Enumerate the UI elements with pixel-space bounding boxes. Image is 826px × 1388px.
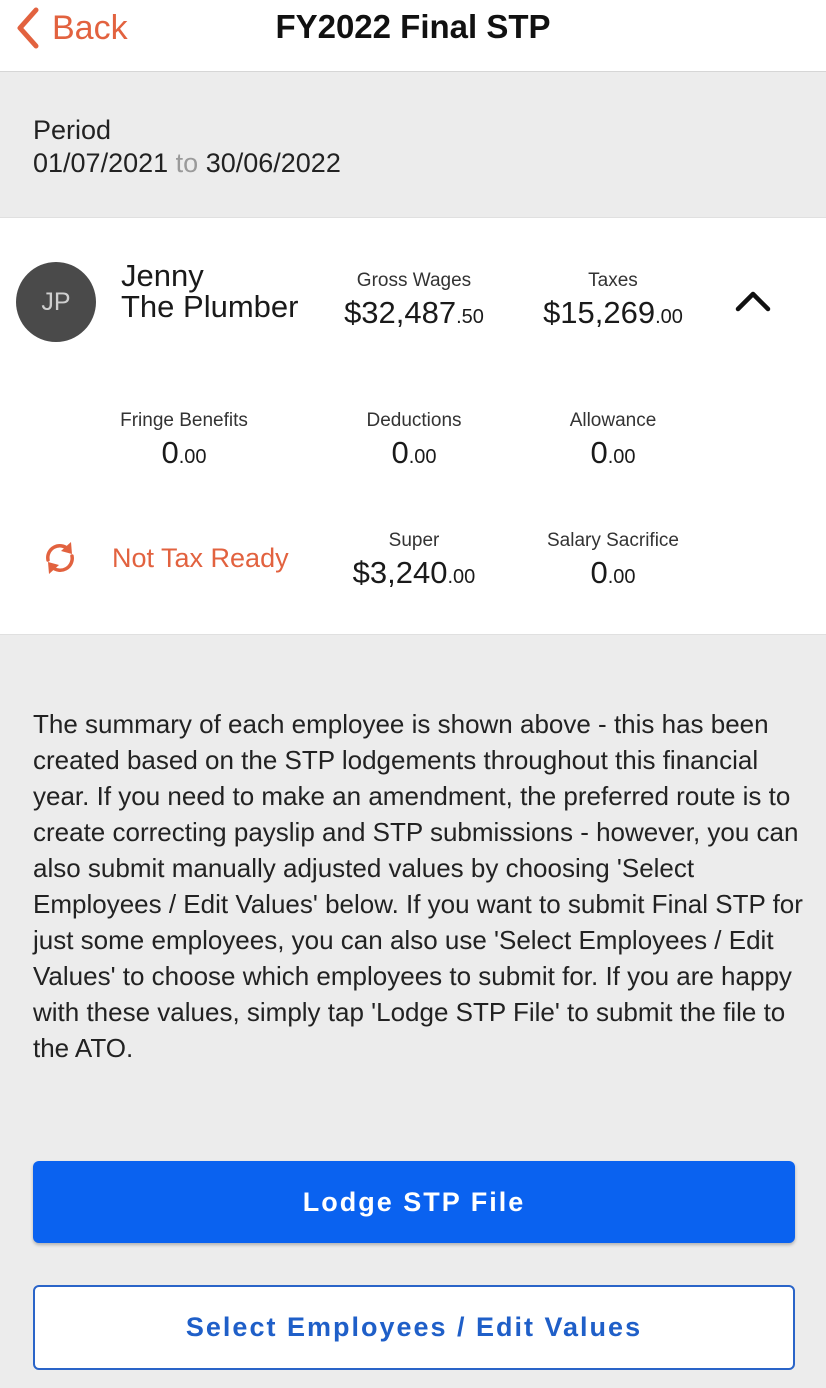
navigation-bar <box>0 0 826 72</box>
stat-value: $32,487.50 <box>344 295 484 330</box>
chevron-up-icon[interactable] <box>734 288 772 314</box>
stat-deductions <box>334 409 494 477</box>
stat-value: 0.00 <box>590 435 636 470</box>
avatar: JP <box>16 262 96 342</box>
stat-salary-sacrifice <box>523 529 703 597</box>
stat-label: Gross Wages <box>356 270 472 291</box>
period-end: 30/06/2022 <box>205 148 341 178</box>
employee-card <box>0 217 826 635</box>
period-label: Period <box>33 115 112 145</box>
stat-label: Salary Sacrifice <box>547 530 679 551</box>
refresh-icon <box>40 538 80 578</box>
stat-super <box>334 529 494 597</box>
stat-label: Deductions <box>366 410 462 431</box>
stat-fringe-benefits <box>104 409 264 477</box>
stat-value: $3,240.00 <box>352 555 476 590</box>
stat-label: Allowance <box>569 410 657 431</box>
stat-label: Taxes <box>588 270 638 291</box>
period-range <box>33 146 341 180</box>
period-start: 01/07/2021 <box>33 148 169 178</box>
period-section <box>33 114 341 180</box>
stat-allowance <box>533 409 693 477</box>
stat-value: 0.00 <box>391 435 437 470</box>
back-label: Back <box>52 8 128 47</box>
page-title: FY2022 Final STP <box>275 8 551 45</box>
stat-value: $15,269.00 <box>543 295 683 330</box>
lodge-stp-file-button[interactable]: Lodge STP File <box>33 1161 795 1243</box>
period-to: to <box>175 148 199 178</box>
stat-gross-wages <box>334 269 494 337</box>
employee-first-name: Jenny <box>121 258 204 293</box>
stat-label: Super <box>388 530 440 551</box>
employee-last-name: The Plumber <box>121 289 299 324</box>
stat-value: 0.00 <box>161 435 207 470</box>
tax-status[interactable] <box>40 538 289 578</box>
status-label: Not Tax Ready <box>112 542 289 573</box>
summary-description: The summary of each employee is shown above - this has been created based on the STP lodgements throughout this financial year. If you need to make an amendment, the preferred route is to create correcting payslip and STP submissions - however, you can also submit manually adjusted values by choosing 'Select Employees / Edit Values' below. If you want to submit Final STP for just some employees, you can also use 'Select Employees / Edit Values' to choose which employees to submit for. If you are happy with these values, simply tap 'Lodge STP File' to submit the file to the ATO. <box>33 709 803 1063</box>
select-employees-edit-values-button[interactable]: Select Employees / Edit Values <box>33 1285 795 1370</box>
stat-value: 0.00 <box>590 555 636 590</box>
employee-name <box>121 260 321 322</box>
stat-label: Fringe Benefits <box>120 410 248 431</box>
stat-taxes <box>533 269 693 337</box>
